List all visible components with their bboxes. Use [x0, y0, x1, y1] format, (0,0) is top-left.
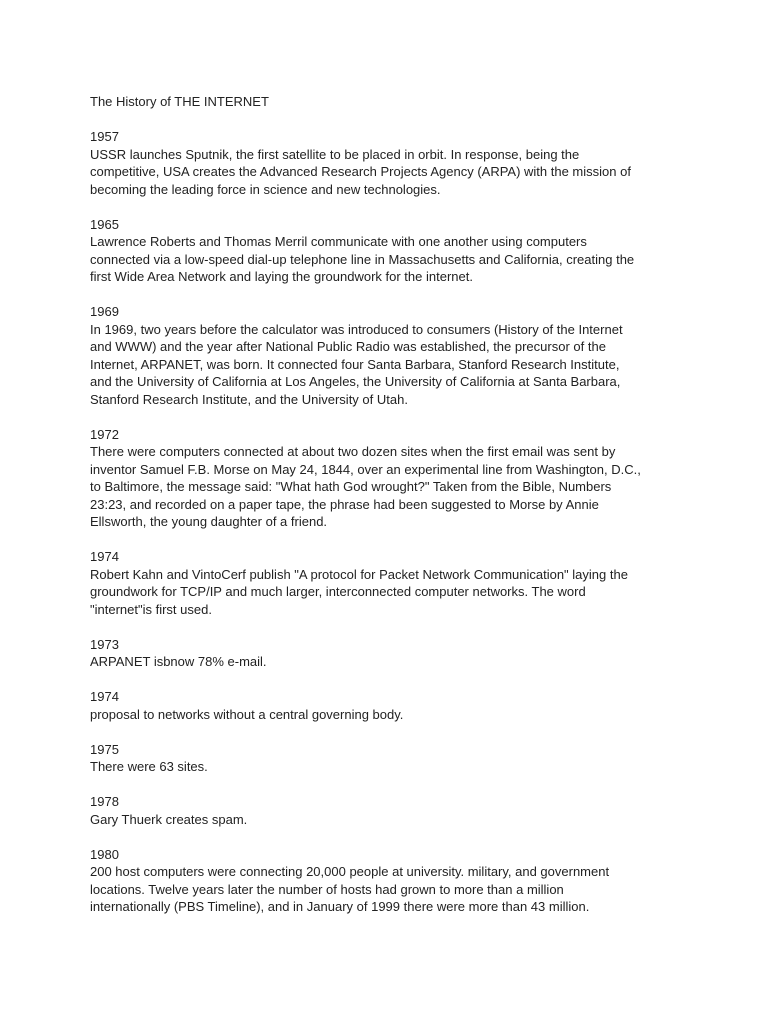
- timeline-entry: [90, 636, 690, 671]
- entry-year: 1974: [90, 689, 119, 704]
- entry-year: 1978: [90, 794, 119, 809]
- timeline-entry: [90, 548, 690, 618]
- entry-year: 1974: [90, 549, 119, 564]
- timeline-entry: [90, 846, 690, 916]
- entry-year: 1973: [90, 636, 119, 652]
- entry-text-line: USSR launches Sputnik, the first satellite to be placed in orbit. In response, being the: [90, 146, 580, 162]
- entry-text-line: 200 host computers were connecting 20,000 people at university. military, and government: [90, 864, 610, 879]
- entry-text-line: internationally (PBS Timeline), and in January of 1999 there were more than 43 million.: [90, 899, 590, 914]
- entry-year: 1969: [90, 304, 119, 319]
- timeline-entry: [90, 426, 690, 531]
- entry-text: [90, 443, 690, 531]
- entry-text: [90, 233, 690, 286]
- entry-text-line: to Baltimore, the message said: "What hath God wrought?" Taken from the Bible, Numbers: [90, 479, 612, 494]
- entry-text: [90, 706, 690, 724]
- entry-year: 1975: [90, 741, 119, 757]
- entry-text-line: There were computers connected at about two dozen sites when the first email was sent by: [90, 444, 616, 459]
- entry-year: 1972: [90, 426, 119, 442]
- entry-text: [90, 653, 690, 671]
- entry-text: [90, 146, 690, 199]
- entry-text: [90, 811, 690, 829]
- entry-year: 1957: [90, 129, 119, 144]
- entry-year: 1980: [90, 846, 119, 862]
- entry-text-line: groundwork for TCP/IP and much larger, interconnected computer networks. The word: [90, 584, 586, 599]
- timeline-entry: [90, 741, 690, 776]
- entry-text-line: and the University of California at Los Angeles, the University of California at Santa Barbara,: [90, 374, 621, 389]
- entry-text: [90, 321, 690, 409]
- entry-text-line: In 1969, two years before the calculator was introduced to consumers (History of the Internet: [90, 321, 623, 337]
- entry-text-line: competitive, USA creates the Advanced Research Projects Agency (ARPA) with the mission of: [90, 164, 631, 179]
- entry-text-line: Robert Kahn and VintoCerf publish "A protocol for Packet Network Communication" laying the: [90, 566, 628, 582]
- entry-text-line: Internet, ARPANET, was born. It connected four Santa Barbara, Stanford Research Institute,: [90, 356, 620, 372]
- timeline-entry: [90, 128, 690, 198]
- entry-text: [90, 566, 690, 619]
- timeline-entry: [90, 216, 690, 286]
- document-title: The History of THE INTERNET: [90, 94, 269, 109]
- entry-text-line: 23:23, and recorded on a paper tape, the phrase had been suggested to Morse by Annie: [90, 496, 599, 512]
- entry-text-line: There were 63 sites.: [90, 759, 208, 774]
- entry-text-line: locations. Twelve years later the number of hosts had grown to more than a million: [90, 881, 564, 897]
- timeline-entry: [90, 688, 690, 723]
- entry-text-line: and WWW) and the year after National Public Radio was established, the precursor of the: [90, 339, 606, 354]
- entry-text-line: Stanford Research Institute, and the University of Utah.: [90, 391, 408, 407]
- entry-year: 1965: [90, 216, 119, 232]
- entry-text: [90, 758, 690, 776]
- entry-text-line: Gary Thuerk creates spam.: [90, 811, 248, 827]
- entry-text-line: ARPANET isbnow 78% e-mail.: [90, 654, 267, 669]
- entry-text-line: becoming the leading force in science and new technologies.: [90, 181, 441, 197]
- timeline-entry: [90, 793, 690, 828]
- document-page: [90, 93, 690, 933]
- entry-text-line: proposal to networks without a central governing body.: [90, 706, 404, 722]
- entry-text-line: connected via a low-speed dial-up telephone line in Massachusetts and California, creating the: [90, 251, 635, 267]
- entry-text-line: Lawrence Roberts and Thomas Merril communicate with one another using computers: [90, 234, 587, 249]
- entry-text-line: first Wide Area Network and laying the groundwork for the internet.: [90, 269, 473, 284]
- entry-text: [90, 863, 690, 916]
- entry-text-line: "internet"is first used.: [90, 601, 212, 617]
- timeline-entries: [90, 128, 690, 916]
- entry-text-line: Ellsworth, the young daughter of a friend.: [90, 514, 328, 529]
- entry-text-line: inventor Samuel F.B. Morse on May 24, 1844, over an experimental line from Washington, D.C.,: [90, 461, 641, 477]
- timeline-entry: [90, 303, 690, 408]
